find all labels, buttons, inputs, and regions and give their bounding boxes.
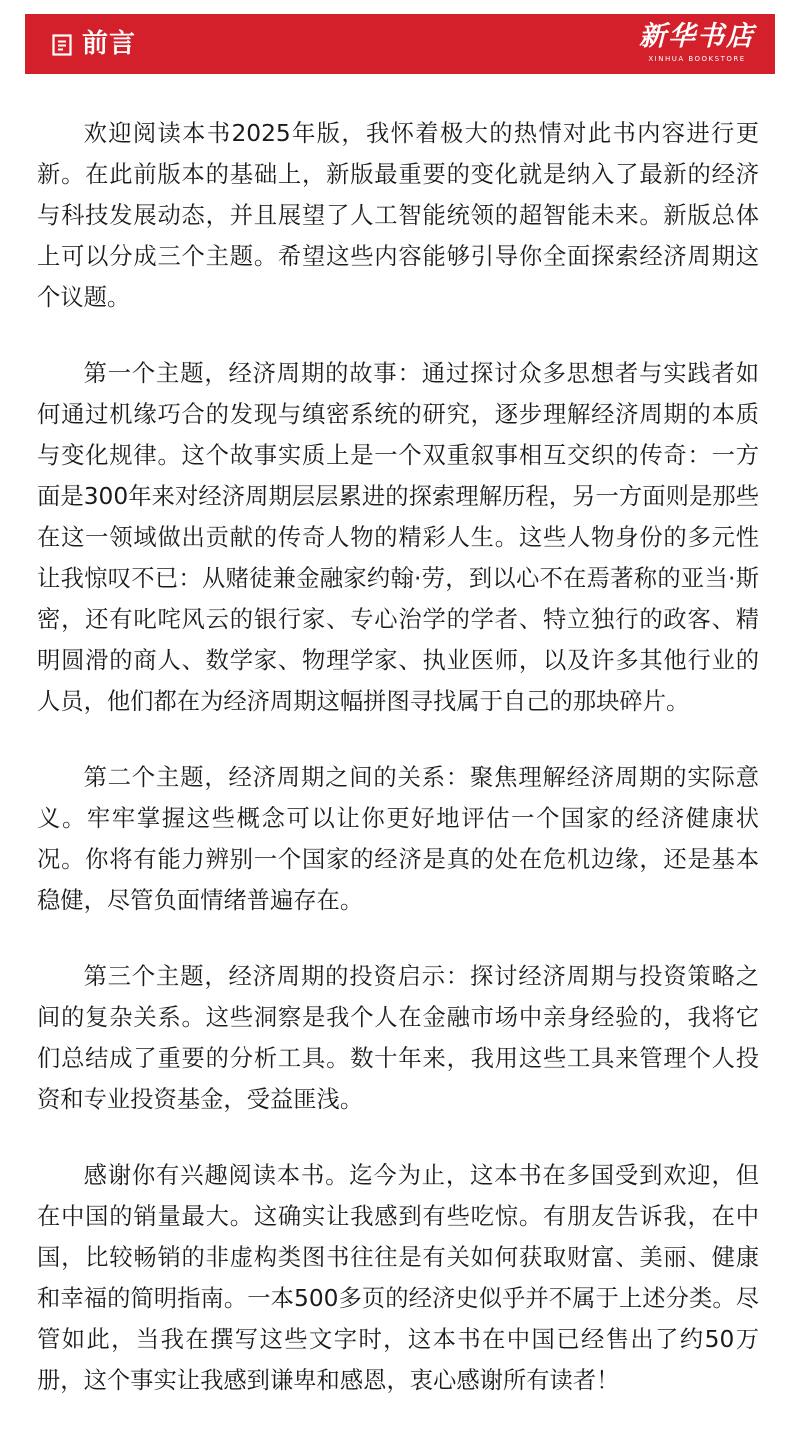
paragraph-theme-one: 第一个主题，经济周期的故事：通过探讨众多思想者与实践者如何通过机缘巧合的发现与缜密系统的研究，逐步理解经济周期的本质与变化规律。这个故事实质上是一个双重叙事相互交织的传奇：一方面是300年来对经济周期层层累进的探索理解历程，另一方面则是那些在这一领域做出贡献的传奇人物的精彩人生。这些人物身份的多元性让我惊叹不已：从赌徒兼金融家约翰·劳，到以心不在焉著称的亚当·斯密，还有叱咤风云的银行家、专心治学的学者、特立独行的政客、精明圆滑的商人、数学家、物理学家、执业医师，以及许多其他行业的人员，他们都在为经济周期这幅拼图寻找属于自己的那块碎片。 bbox=[37, 360, 759, 715]
paragraph-thanks: 感谢你有兴趣阅读本书。迄今为止，这本书在多国受到欢迎，但在中国的销量最大。这确实让我感到有些吃惊。有朋友告诉我，在中国，比较畅销的非虚构类图书往往是有关如何获取财富、美丽、健康和幸福的简明指南。一本500多页的经济史似乎并不属于上述分类。尽管如此，当我在撰写这些文字时，这本书在中国已经售出了约50万册，这个事实让我感到谦卑和感恩，衷心感谢所有读者！ bbox=[37, 1162, 759, 1394]
section-title: 前言 bbox=[82, 29, 137, 59]
logo-sub-text: XINHUA BOOKSTORE bbox=[648, 55, 746, 63]
preface-body bbox=[37, 113, 759, 1436]
document-icon bbox=[52, 34, 72, 56]
paragraph-theme-three: 第三个主题，经济周期的投资启示：探讨经济周期与投资策略之间的复杂关系。这些洞察是我个人在金融市场中亲身经验的，我将它们总结成了重要的分析工具。数十年来，我用这些工具来管理个人投资和专业投资基金，受益匪浅。 bbox=[37, 963, 759, 1113]
paragraph-intro: 欢迎阅读本书2025年版，我怀着极大的热情对此书内容进行更新。在此前版本的基础上，新版最重要的变化就是纳入了最新的经济与科技发展动态，并且展望了人工智能统领的超智能未来。新版总体上可以分成三个主题。希望这些内容能够引导你全面探索经济周期这个议题。 bbox=[37, 120, 759, 311]
xinhua-bookstore-logo bbox=[637, 20, 757, 70]
logo-script-text: 新华书店 bbox=[639, 21, 755, 52]
paragraph-theme-two: 第二个主题，经济周期之间的关系：聚焦理解经济周期的实际意义。牢牢掌握这些概念可以让你更好地评估一个国家的经济健康状况。你将有能力辨别一个国家的经济是真的处在危机边缘，还是基本稳健，尽管负面情绪普遍存在。 bbox=[37, 764, 759, 914]
section-header-bar bbox=[25, 14, 775, 74]
